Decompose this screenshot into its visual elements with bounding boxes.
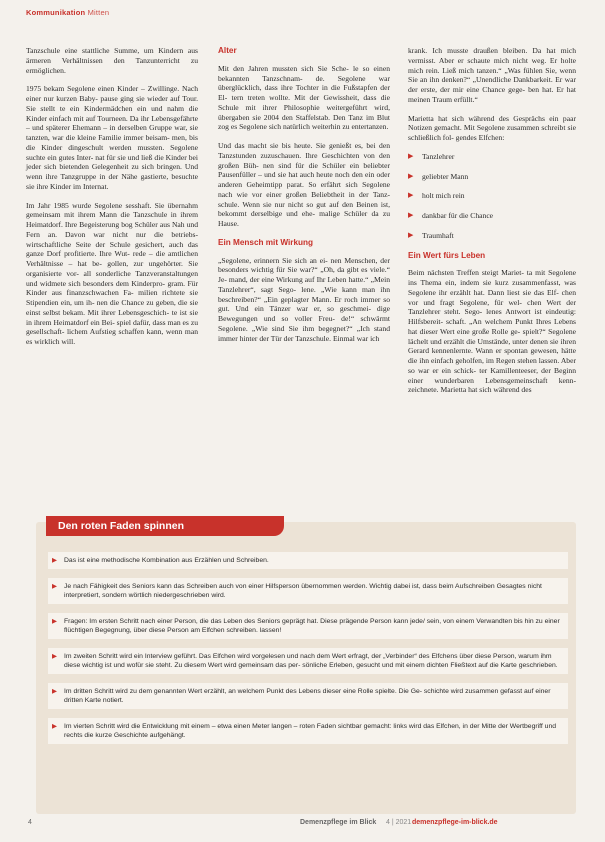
paragraph: Im Jahr 1985 wurde Segolene sesshaft. Sie übernahm gemeinsam mit ihrem Mann die Tanzschule in ihrem Heimatdorf. Ihre Begeisterung bog Schüler aus Nah und Fern an. Davon war nicht nur die betriebs- wirtschaftliche Seite der Schule gesichert, auch das ganze Dorf profitierte. Ihre Wut- rede – die amtlichen Verhältnisse – hat be- gollen, zur ungehörter. Sie organisierte vor- all sonderliche Tanzveranstaltungen und widmete sich besonders dem Kinderpro- gram. Für Kinder aus finanzschwachen Fa- milien richtete sie Stipendien ein, um ih- nen die Chance zu geben, die sie einst selbst bekam. Mit ihrer Lebensgeschich- te ist sie in ihrem Heimatdorf ein Bei- spiel dafür, dass man es zu gesellschaft- lichem Aufstieg schaffen kann, wenn man es wirklich will. [26, 200, 198, 346]
elfchen-line: ▶ Traumhaft [408, 230, 454, 240]
paragraph: Tanzschule eine stattliche Summe, um Kindern aus ärmeren Verhältnissen den Tanzunterricht zu ermöglichen. [26, 46, 198, 75]
paragraph: Mit den Jahren mussten sich Sie Sche- le so einen bekannten Tanzschnam- de. Segolene war überglücklich, dass ihre Tochter in die Fußstapfen der El- tern treten wollte. Mit der Gewissheit, dass die Schule mit ihrer Philosophie weitergeführt wird, übergaben sie 2004 den Staffelstab. Den Tanz im Blut zog es Segolene sich natürlich weiterhin zu entertanzen. [218, 63, 390, 132]
column-3 [408, 46, 576, 404]
section-heading: Ein Mensch mit Wirkung [218, 237, 313, 247]
arrow-icon: ▶ [408, 151, 414, 160]
section-heading: Ein Wert fürs Leben [408, 250, 486, 260]
info-box-list [48, 552, 568, 753]
arrow-icon: ▶ [52, 688, 57, 695]
arrow-icon: ▶ [52, 723, 57, 730]
arrow-icon: ▶ [52, 618, 57, 625]
info-box-item: ▶ Im dritten Schritt wird zu dem genannten Wert erzählt, an welchem Punkt des Lebens dieser eine Rolle spielte. Die Ge- schichte wird zusammen gefasst auf einer dritten Karte notiert. [48, 683, 568, 709]
info-box-item: ▶ Im zweiten Schritt wird ein Interview geführt. Das Elfchen wird vorgelesen und nach dem Wert erfragt, der „Verbinder“ des Elfchens über diese Person, warum ihm diese wichtig ist und wofür sie steht. Zu diesem Wert wird gemeinsam das per- sönliche Erleben, gesucht und mit einem dichten Fließtext auf die Karte geschrieben. [48, 648, 568, 674]
section-header [26, 8, 109, 17]
magazine-name: Demenzpflege im Blick [300, 819, 377, 826]
subsection-name: Mitten [87, 8, 110, 17]
info-box-item: ▶ Je nach Fähigkeit des Seniors kann das Schreiben auch von einer Hilfsperson übernommen werden. Wichtig dabei ist, dass beim Aufschreiben Gesagtes nicht interpretiert, sondern wörtlich niedergeschrieben wird. [48, 578, 568, 604]
paragraph: „Segolene, erinnern Sie sich an ei- nen Menschen, der besonders wichtig für Sie war?“ „Oh, da gibt es viele.“ Je- mand, der eine Wirkung auf Ihr Leben hatte.“ „Mein Tanzlehrer“, sagt Sego- lene. „Wie kann man ihn beschreiben?“ „Ein geplagter Mann. Er roch immer so gut. Und ein Tänzer war er, so geschmei- dige Bewegungen und so voller Freu- de!“ schwärmt Segolene. „Wie sind Sie ihm begegnet?“ „Ich stand immer hinter der Tür der Tanzschule. Einmal war ich [218, 255, 390, 343]
website-url: demenzpflege-im-blick.de [412, 819, 498, 826]
paragraph: 1975 bekam Segolene einen Kinder – Zwillinge. Nach einer nur kurzen Baby- pause ging sie wieder auf Tour. Sie stellt te ein Kindermädchen ein und nahm die Kinder einfach mit auf Tourneen. Da ihr Lebensgefährte – und späterer Ehemann – in derselben Gruppe war, sie tanzten, war die kleine Familie immer beisam- men, bis die Kinder dingeschult werden mussten. Segolene suchte ein gutes Inter- nat für sie und ließ die Kinder bei jeder sich bietenden Gelegenheit zu sich bringen. Und wenn ihre Tanzgruppe in der Nähe gastierte, besuchte sie ihre Kinder im Internat. [26, 84, 198, 191]
info-box-item: ▶ Das ist eine methodische Kombination aus Erzählen und Schreiben. [48, 552, 568, 569]
elfchen-line: ▶ dankbar für die Chance [408, 211, 494, 220]
paragraph: krank. Ich musste draußen bleiben. Da hat mich vermisst. Aber er schaute mich nicht weg. Er holte mich rein. Ließ mich tanzen.“ „Was fühlen Sie, wenn Sie an ihn denken?“ „Unendliche Dankbarkeit. Er war der erste, der mir eine Chance gege- ben hat. Er hat meinen Traum erfüllt.“ [408, 46, 576, 104]
info-box-item: ▶ Im vierten Schritt wird die Entwicklung mit einem – etwa einen Meter langen – roten Faden sichtbar gemacht: links wird das Elfchen, in der Mitte der Wertbegriff und rechts die kurze Geschichte aufgehängt. [48, 718, 568, 744]
info-box-title: Den roten Faden spinnen [46, 516, 284, 536]
elfchen-list [408, 152, 576, 241]
elfchen-line: ▶ holt mich rein [408, 191, 465, 201]
issue-number: 4 | 2021 [386, 819, 412, 826]
arrow-icon: ▶ [408, 191, 414, 200]
column-1 [26, 46, 198, 356]
column-2 [218, 46, 390, 352]
section-name: Kommunikation [26, 8, 86, 17]
elfchen-line: ▶ Tanzlehrer [408, 151, 455, 161]
arrow-icon: ▶ [52, 653, 57, 660]
arrow-icon: ▶ [408, 211, 414, 219]
section-heading: Alter [218, 46, 237, 55]
paragraph: Beim nächsten Treffen steigt Mariet- ta mit Segolene ins Thema ein, indem sie kurz zusammenfasst, was Segolene ihr erzählt hat. Dann liest sie das Elf- chen vor und fragt Segolene, für wel- chen Wert der Tanzlehrer steht. Sego- lenes Antwort ist eindeutig: Hilfsbereit- schaft. „An welchem Punkt Ihres Lebens hat dieser Wert eine große Rolle ge- spielt?“ Segolene lächelt und erzählt die Umstände, unter denen sie ihren Gerard kennenlernte. Wann er spontan gewesen, hätte die ihn einfach geholfen, im Regen stehen lassen. Aber so war er ein schick- ter Kamillenteeser, der Beginn einer wunderbaren Lebensgemeinschaft kenn- zeichnete. Marietta hat sich während des [408, 268, 576, 395]
elfchen-line: ▶ geliebter Mann [408, 171, 469, 181]
arrow-icon: ▶ [408, 171, 414, 180]
arrow-icon: ▶ [408, 230, 414, 239]
arrow-icon: ▶ [52, 557, 57, 564]
info-box-item: ▶ Fragen: Im ersten Schritt nach einer Person, die das Leben des Seniors geprägt hat. Diese prägende Person kann jede/ sein, von einem Verwandten bis hin zu einer flüchtigen Begegnung, über diese Person am Elfchen schreiben. lassen! [48, 613, 568, 639]
page-number: 4 [28, 819, 32, 826]
arrow-icon: ▶ [52, 583, 57, 590]
paragraph: Marietta hat sich während des Gesprächs ein paar Notizen gemacht. Mit Segolene zusammen schreibt sie schließlich fol- gendes Elfchen: [408, 113, 576, 142]
paragraph: Und das macht sie bis heute. Sie genießt es, bei den Tanzstunden zuzuschauen. Ihre Geschichten von den großen Büh- nen sind für die Schüler ein beliebter Pausenfüller – und sie hat auch heute noch den ein oder anderen Geheimtipp parat. So erfährt sich Segolene nach wie vor einer großen Beliebtheit in der Tanz- schule. Wenn sie nur nicht so gut auf den Beinen ist, bekommt derselbige und ehe- malige Schüler da zu Hause. [218, 141, 390, 228]
info-box [36, 522, 576, 814]
